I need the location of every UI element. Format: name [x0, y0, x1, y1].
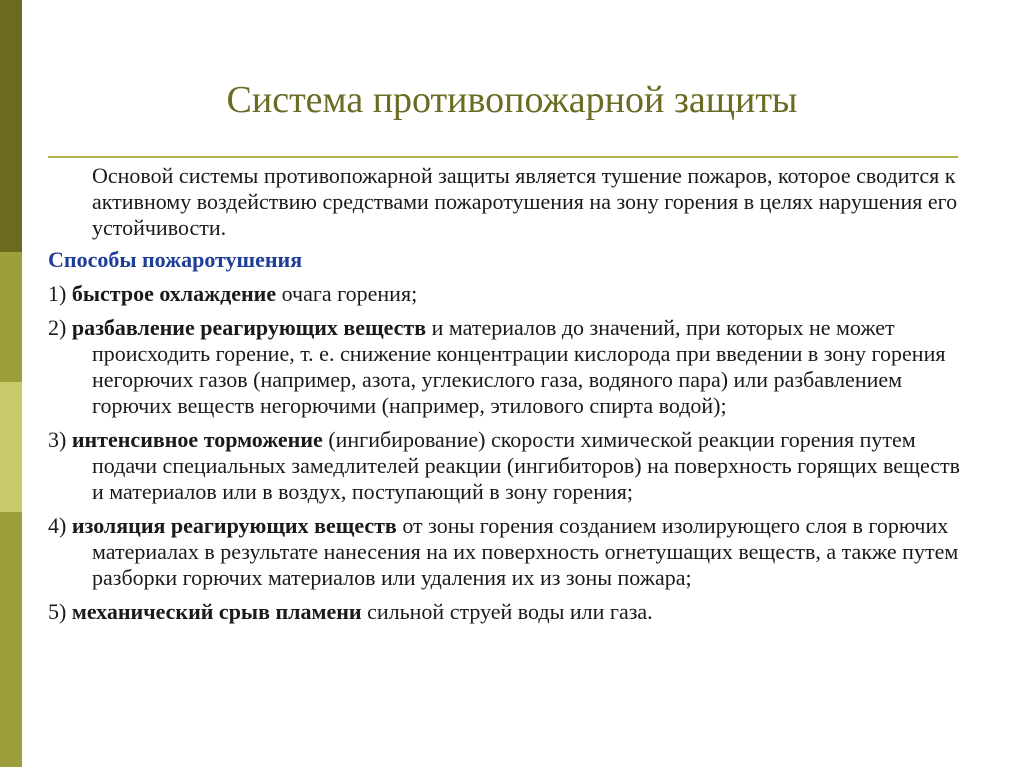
list-item-text: очага горения; [281, 281, 418, 306]
slide-title: Система противопожарной защиты [226, 79, 798, 121]
list-item-term: изоляция реагирующих веществ [71, 513, 397, 538]
list-item-term: разбавление реагирующих веществ [71, 315, 427, 340]
side-bar-segment-mid [0, 252, 22, 382]
list-item-term: быстрое охлаждение [71, 281, 277, 306]
title-divider [48, 156, 958, 158]
list-item-number: 5) [48, 599, 67, 624]
side-bar-segment-light [0, 382, 22, 512]
list-item-number: 2) [48, 315, 67, 340]
list-item-term: интенсивное торможение [71, 427, 323, 452]
side-bar-segment-dark [0, 0, 22, 252]
list-item [48, 427, 968, 505]
list-item [48, 599, 968, 625]
list-item-number: 3) [48, 427, 67, 452]
list-item-text: сильной струей воды или газа. [367, 599, 653, 624]
list-item [48, 513, 968, 591]
slide-content [48, 163, 968, 633]
list-item-text: и материалов до значений, при которых не может происходить горение, т. е. снижение концентрации кислорода при введении в зону горения негорючих газов (например, азота, углекислого газа, водяного пара) или разбавлением горючих веществ негорючими (например, этилового спирта водой); [92, 315, 946, 418]
list-item-number: 1) [48, 281, 67, 306]
list-item-text: от зоны горения созданием изолирующего слоя в горючих материалах в результате нанесения на их поверхность огнетушащих веществ, а также путем разборки горючих материалов или удаления их из зоны пожара; [92, 513, 959, 590]
list-item [48, 315, 968, 419]
intro-paragraph: Основой системы противопожарной защиты является тушение пожаров, которое сводится к активному воздействию средствами пожаротушения на зону горения в целях нарушения его устойчивости. [92, 163, 958, 240]
list-item-term: механический срыв пламени [71, 599, 362, 624]
side-bar-segment-mid-bottom [0, 512, 22, 767]
list-item-number: 4) [48, 513, 67, 538]
list-item [48, 281, 968, 307]
list-item-text: (ингибирование) скорости химической реакции горения путем подачи специальных замедлителей реакции (ингибиторов) на поверхность горящих веществ и материалов или в воздух, поступающий в зону горения; [92, 427, 961, 504]
section-subheading: Способы пожаротушения [48, 247, 303, 272]
